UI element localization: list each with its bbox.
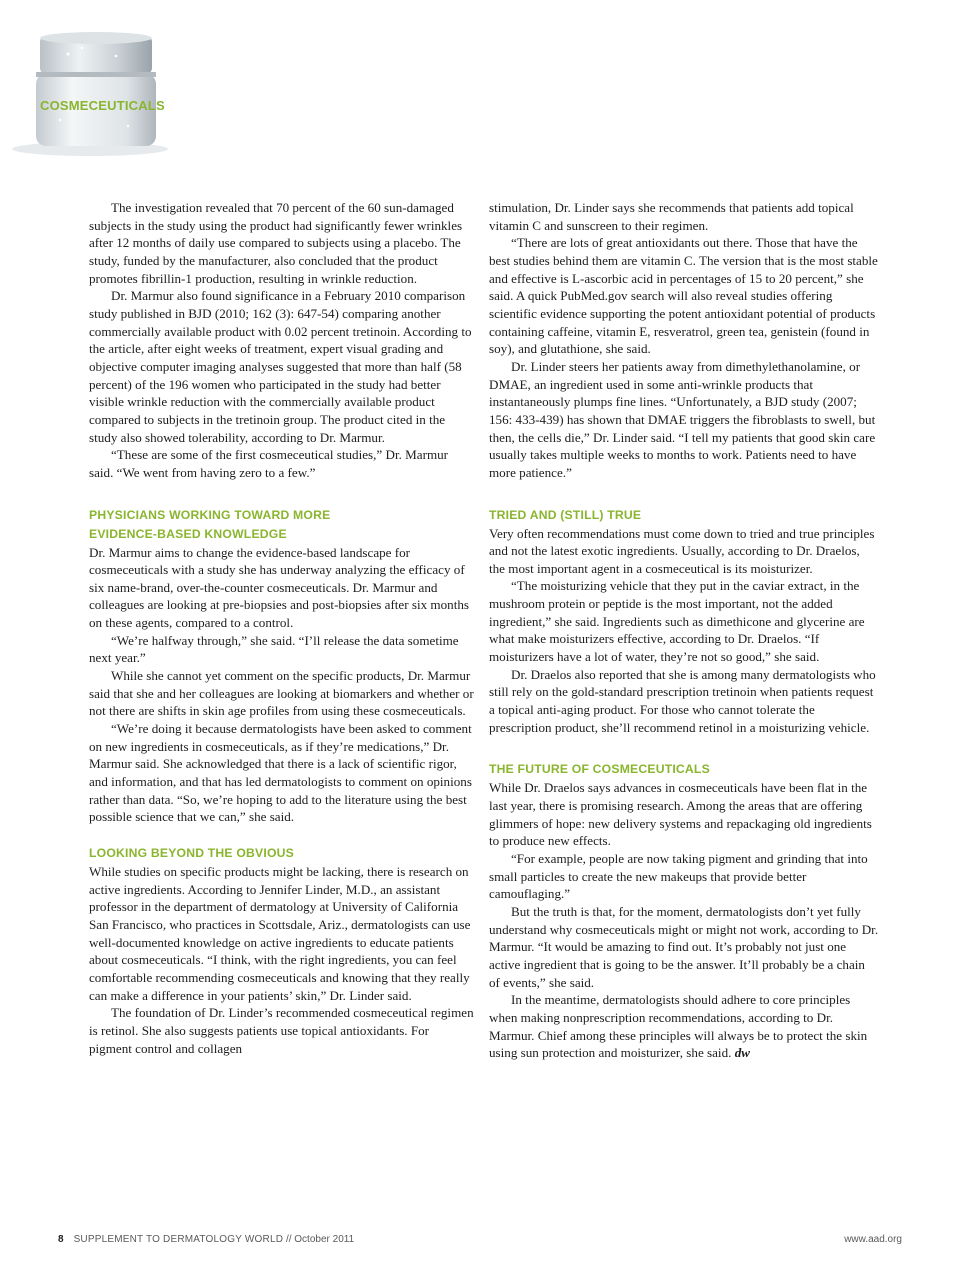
right-column — [489, 199, 879, 1062]
paragraph: “There are lots of great antioxidants out there. Those that have the best studies behind them are vitamin C. The version that is the most stable and effective is L-ascorbic acid in percentages of 15 to 20 percent,” she said. A quick PubMed.gov search will also reveal studies offering scientific evidence supporting the potent antioxidant potential of products containing caffeine, vitamin E, resveratrol, green tea, genistein (found in soy), and glutathione, she said. — [489, 235, 878, 357]
paragraph: stimulation, Dr. Linder says she recommends that patients add topical vitamin C and sunscreen to their regimen. — [489, 200, 854, 233]
issue-date: October 2011 — [294, 1234, 355, 1245]
footer-separator: // — [285, 1234, 292, 1245]
section-heading — [89, 506, 474, 544]
paragraph: Dr. Marmur also found significance in a February 2010 comparison study published in BJD (2010; 162 (3): 647-54) comparing another commercially available product with 0.02 percent tretinoin. According to the article, after eight weeks of treatment, expert visual grading and objective computer imaging analyses suggested that more than half (58 percent) of the 196 women who participated in the study had better visible wrinkle reduction with the commercially available product compared to subjects in the tretinoin group. The product cited in the study also showed tolerability, according to Dr. Marmur. — [89, 288, 472, 445]
paragraph: The investigation revealed that 70 percent of the 60 sun-damaged subjects in the study using the product had significantly fewer wrinkles after 12 months of daily use compared to subjects using a placebo. The study, funded by the manufacturer, also concluded that the product promotes fibrillin-1 production, resulting in wrinkle reduction. — [89, 200, 463, 286]
section-heading: LOOKING BEYOND THE OBVIOUS — [89, 846, 294, 860]
cosmetic-jar-icon — [8, 26, 168, 156]
paragraph: Dr. Marmur aims to change the evidence-based landscape for cosmeceuticals with a study she has underway analyzing the efficacy of six name-brand, over-the-counter cosmeceuticals. Dr. Marmur and colleagues are looking at pre-biopsies and post-biopsies after six months on these agents, compared to a control. — [89, 544, 469, 631]
closing-text: In the meantime, dermatologists should adhere to core principles when making nonprescription recommendations, according to Dr. Marmur. Chief among these principles will always be to protect the skin using sun protection and moisturizer, she said. — [489, 992, 868, 1061]
section-heading-line: PHYSICIANS WORKING TOWARD MORE — [89, 507, 331, 522]
page-footer — [58, 1234, 902, 1250]
paragraph: “We’re halfway through,” she said. “I’ll release the data sometime next year.” — [89, 632, 459, 666]
page-number: 8 — [58, 1234, 64, 1245]
paragraph: The foundation of Dr. Linder’s recommended cosmeceutical regimen is retinol. She also suggests patients use topical antioxidants. For pigment control and collagen — [89, 1005, 474, 1056]
paragraph — [489, 991, 879, 1062]
paragraph: “These are some of the first cosmeceutical studies,” Dr. Marmur said. “We went from having zero to a few.” — [89, 447, 449, 480]
paragraph: But the truth is that, for the moment, dermatologists don’t yet fully understand why cosmeceuticals might or might not work, according to Dr. Marmur. “It would be amazing to find out. It’s probably not just one active ingredient that is going to be the answer. It’ll probably be a chain of events,” she said. — [489, 903, 879, 990]
section-heading: TRIED AND (STILL) TRUE — [489, 507, 642, 522]
paragraph: While studies on specific products might be lacking, there is research on active ingredients. According to Jennifer Linder, M.D., an assistant professor in the department of dermatology at University of California San Francisco, who practices in Scottsdale, Ariz., dermatologists can use well-documented knowledge on active ingredients to educate patients about cosmeceuticals. “I think, with the right ingredients, you can feel comfortable recommending cosmeceuticals and knowing that they really can make a difference in your patients’ skin,” Dr. Linder said. — [89, 864, 471, 1003]
paragraph: Dr. Linder steers her patients away from dimethylethanolamine, or DMAE, an ingredient used in some anti-wrinkle products that instantaneously plumps fine lines. “Unfortunately, a BJD study (2007; 156: 433-439) has shown that DMAE triggers the fibroblasts to swell, but then, the cells die,” Dr. Linder said. “I tell my patients that good skin care usually takes multiple weeks to months to work. Patients need to have more patience.” — [489, 358, 876, 480]
section-heading-line: EVIDENCE-BASED KNOWLEDGE — [89, 526, 287, 541]
left-column — [89, 199, 474, 1057]
paragraph: Dr. Draelos also reported that she is among many dermatologists who still rely on the gold-standard prescription tretinoin when patients request a topical anti-aging product. For those who cannot tolerate the prescription product, she’ll recommend retinol in a moisturizing vehicle. — [489, 666, 876, 735]
paragraph: Very often recommendations must come down to tried and true principles and not the latest exotic ingredients. Usually, according to Dr. Draelos, the most important agent in a cosmeceutical is its moisturizer. — [489, 525, 875, 576]
paragraph: While she cannot yet comment on the specific products, Dr. Marmur said that she and her colleagues are looking at biomarkers and whether or not there are shifts in skin age profiles from using these cosmeceuticals. — [89, 668, 474, 719]
paragraph: While Dr. Draelos says advances in cosmeceuticals have been flat in the last year, there is promising research. Among the areas that are offering glimmers of hope: new delivery systems and repackaging old ingredients to produce new effects. — [489, 780, 872, 849]
publication-name: SUPPLEMENT TO DERMATOLOGY WORLD — [73, 1234, 284, 1245]
paragraph: “The moisturizing vehicle that they put in the caviar extract, in the mushroom protein or peptide is the most important, not the added ingredient,” she said. Ingredients such as dimethicone and glycerine are what make moisturizers effective, according to Dr. Draelos. “If moisturizers have a lot of water, they’re not so good,” she said. — [489, 578, 865, 665]
paragraph: “For example, people are now taking pigment and grinding that into small particles to create the new makeups that provide better camouflaging.” — [489, 851, 868, 902]
signoff-mark: dw — [734, 1045, 750, 1061]
website-url: www.aad.org — [844, 1234, 902, 1245]
section-tag: COSMECEUTICALS — [40, 98, 165, 113]
section-heading: THE FUTURE OF COSMECEUTICALS — [489, 762, 710, 777]
paragraph: “We’re doing it because dermatologists have been asked to comment on new ingredients in cosmeceuticals, as if they’re medications,” Dr. Marmur said. She acknowledged that there is a lack of scientific rigor, and information, and that has led dermatologists to comment on opinions rather than data. “So, we’re hoping to add to the literature using the best possible science that we can,” she said. — [89, 721, 472, 825]
